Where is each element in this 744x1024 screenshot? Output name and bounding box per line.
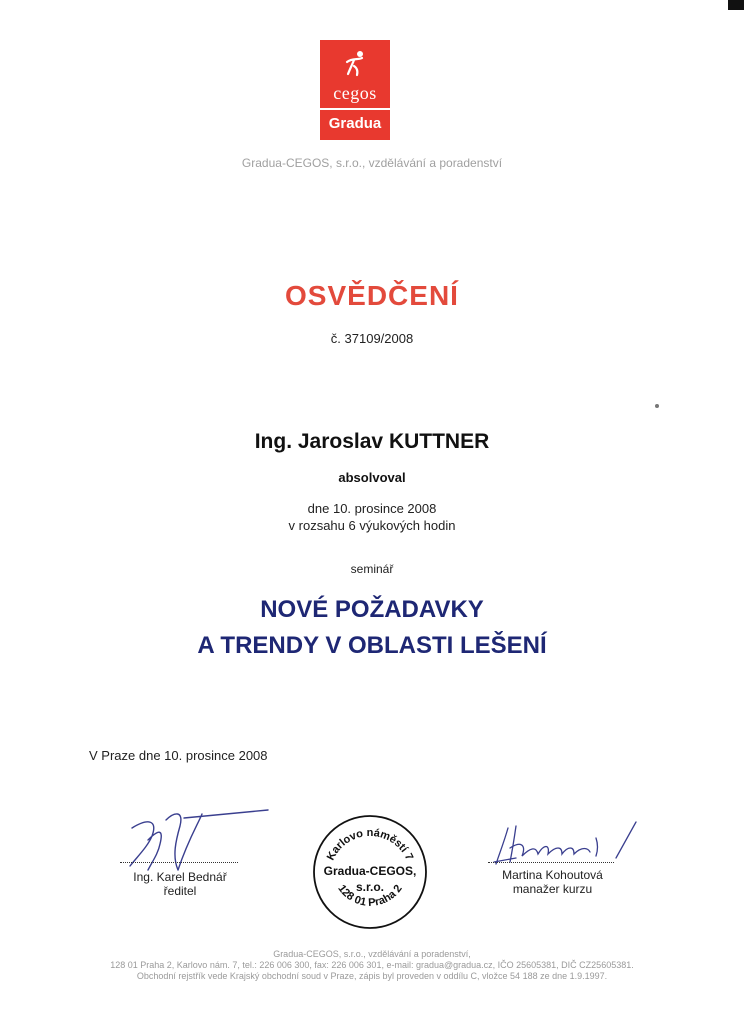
stamp-city-arc: 128 01 Praha 2 (335, 882, 405, 909)
stamp-company-form: s.r.o. (355, 880, 384, 894)
course-hours: v rozsahu 6 výukových hodin (288, 518, 456, 533)
logo-separator (320, 108, 390, 110)
logo-brand-text: cegos (333, 83, 377, 103)
scan-dot-mark (655, 404, 659, 408)
footer-contact: 128 01 Praha 2, Karlovo nám. 7, tel.: 226 006 300, fax: 226 006 301, e-mail: gradua@gradua.cz, IČO 25605381, DIČ CZ25605381. (110, 960, 634, 970)
manager-role: manažer kurzu (512, 882, 593, 896)
director-signature-line (120, 862, 238, 863)
stamp-address-arc: Karlovo náměstí 7 (324, 827, 416, 863)
completed-label: absolvoval (338, 470, 406, 485)
cegos-gradua-logo (320, 40, 390, 140)
svg-text:Karlovo náměstí 7 (325, 827, 416, 862)
place-and-date: V Praze dne 10. prosince 2008 (89, 748, 268, 763)
certificate-number: č. 37109/2008 (330, 331, 414, 346)
cegos-emblem-icon (340, 48, 370, 78)
certificate-title: OSVĚDČENÍ (285, 280, 459, 311)
director-role: ředitel (163, 884, 197, 898)
course-date: dne 10. prosince 2008 (307, 501, 437, 516)
scan-corner-mark (728, 0, 744, 10)
footer-registry: Obchodní rejstřík vede Krajský obchodní soud v Praze, zápis byl proveden v oddílu C, vložce 54 188 ze dne 1.9.1997. (136, 971, 608, 981)
course-type-label: seminář (350, 562, 394, 576)
director-signature (118, 800, 278, 880)
course-title-line-2: A TRENDY V OBLASTI LEŠENÍ (197, 632, 547, 659)
manager-signature-line (488, 862, 614, 863)
recipient-name: Ing. Jaroslav KUTTNER (254, 430, 490, 453)
footer-company: Gradua-CEGOS, s.r.o., vzdělávání a poradenství, (273, 949, 471, 959)
company-subtitle: Gradua-CEGOS, s.r.o., vzdělávání a poradenství (241, 156, 503, 170)
course-title-line-1: NOVÉ POŽADAVKY (260, 596, 484, 623)
stamp-company-name: Gradua-CEGOS, (323, 864, 417, 878)
director-name: Ing. Karel Bednář (133, 870, 227, 884)
logo-name-text: Gradua (328, 115, 382, 132)
manager-name: Martina Kohoutová (502, 868, 603, 882)
